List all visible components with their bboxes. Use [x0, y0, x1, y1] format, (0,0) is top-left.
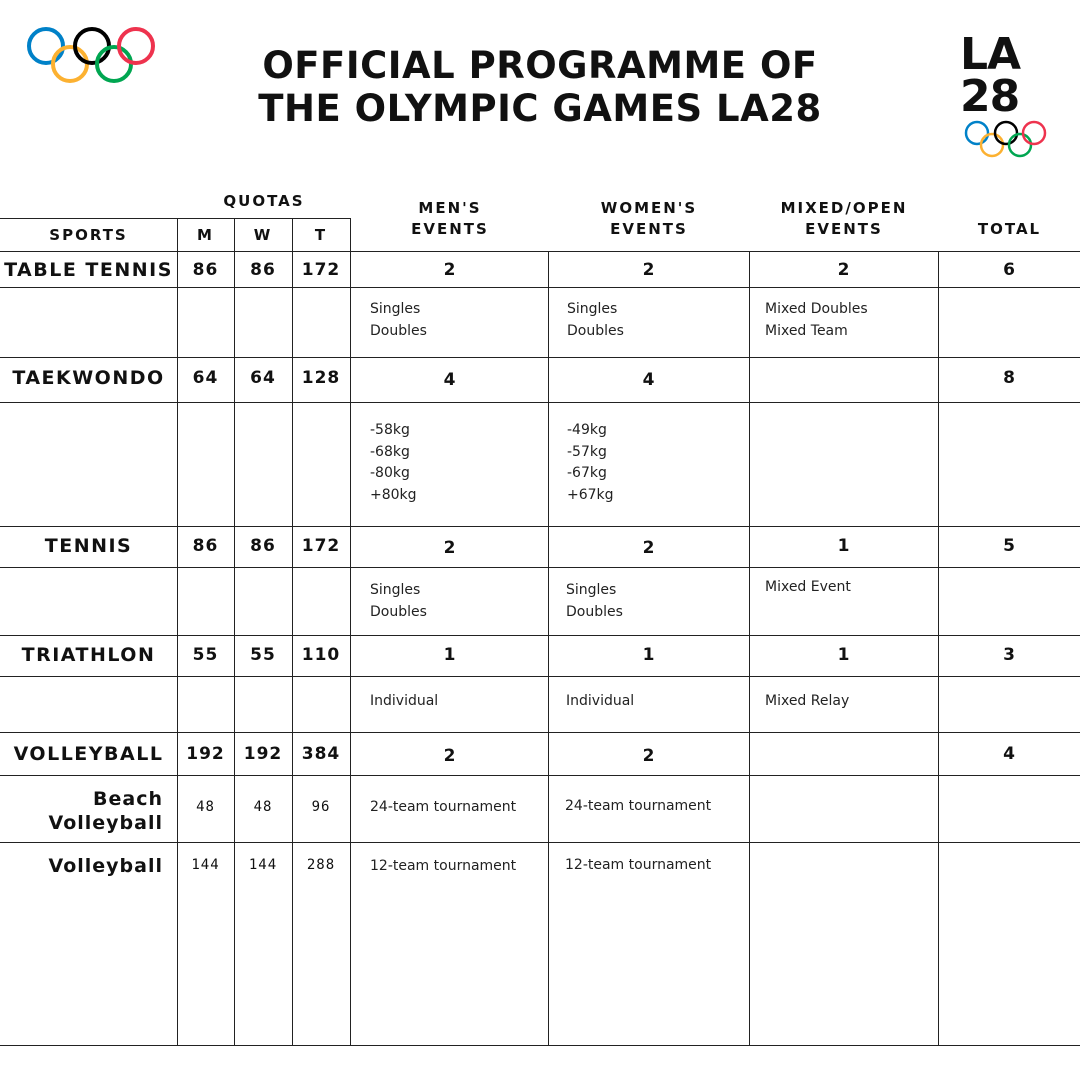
sport-volleyball: VOLLEYBALL [13, 743, 164, 765]
tennis-quota-m: 86 [192, 536, 219, 556]
list-item: Mixed Relay [765, 693, 850, 709]
volleyball-womens-count: 2 [642, 746, 656, 766]
triathlon-total: 3 [1003, 645, 1016, 665]
list-item: -67kg [567, 465, 607, 481]
volleyball-indoor-quota-t: 288 [306, 857, 336, 873]
womens-events-header: WOMEN'S EVENTS [600, 199, 698, 238]
tennis-mixed-count: 1 [837, 536, 851, 556]
list-item: Individual [370, 693, 439, 709]
taekwondo-quota-w: 64 [250, 368, 276, 388]
volleyball-total: 4 [1003, 744, 1016, 764]
taekwondo-mens-events [370, 420, 417, 506]
table-tennis-quota-w: 86 [250, 259, 276, 280]
list-item: Mixed Event [765, 579, 851, 595]
triathlon-quota-t: 110 [301, 645, 341, 665]
beach-volleyball-mens-event: 24-team tournament [370, 799, 517, 815]
sport-triathlon: TRIATHLON [21, 644, 156, 666]
discipline-beach-volleyball [0, 783, 177, 835]
tennis-womens-count: 2 [642, 538, 656, 558]
triathlon-womens-events [566, 691, 634, 713]
table-tennis-womens-count: 2 [642, 259, 656, 280]
volleyball-quota-m: 192 [186, 744, 225, 764]
beach-volleyball-quota-t: 96 [311, 799, 331, 815]
tennis-quota-t: 172 [301, 536, 341, 556]
taekwondo-womens-events [567, 420, 614, 506]
volleyball-quota-t: 384 [301, 744, 341, 764]
quota-t-header: T [314, 225, 328, 244]
list-item: +67kg [567, 486, 614, 503]
triathlon-mixed-count: 1 [837, 645, 851, 665]
list-item: -80kg [370, 465, 410, 481]
sport-taekwondo: TAEKWONDO [12, 367, 165, 389]
taekwondo-quota-t: 128 [301, 368, 341, 388]
list-item: -49kg [567, 422, 607, 438]
sports-header: SPORTS [49, 225, 128, 244]
tennis-womens-events [566, 580, 623, 623]
mixed-events-header: MIXED/OPEN EVENTS [780, 199, 908, 238]
triathlon-mens-count: 1 [443, 645, 457, 665]
table-tennis-quota-t: 172 [301, 259, 341, 280]
la28-logo-top: LA [960, 29, 1021, 80]
sport-tennis: TENNIS [44, 535, 133, 557]
quotas-header: QUOTAS [223, 191, 305, 210]
list-item: Singles [567, 301, 618, 317]
list-item: +80kg [370, 486, 417, 503]
beach-volleyball-line-2: Volleyball [48, 812, 163, 834]
table-tennis-mens-count: 2 [443, 259, 457, 280]
table-tennis-total: 6 [1003, 259, 1016, 280]
table-tennis-womens-events [567, 299, 624, 342]
beach-volleyball-quota-m: 48 [196, 799, 215, 815]
triathlon-quota-w: 55 [250, 645, 276, 665]
volleyball-quota-w: 192 [243, 744, 283, 764]
table-tennis-quota-m: 86 [192, 259, 219, 280]
table-tennis-mixed-count: 2 [837, 259, 851, 280]
beach-volleyball-quota-w: 48 [253, 799, 273, 815]
title-line-2: THE OLYMPIC GAMES LA28 [258, 87, 822, 130]
volleyball-indoor-quota-m: 144 [191, 857, 220, 873]
mens-events-header: MEN'S EVENTS [411, 199, 489, 238]
list-item: Singles [566, 582, 617, 598]
triathlon-mixed-events [765, 691, 849, 713]
taekwondo-quota-m: 64 [192, 368, 219, 388]
taekwondo-mens-count: 4 [443, 370, 457, 390]
volleyball-indoor-mens-event: 12-team tournament [370, 858, 517, 874]
quota-w-header: W [253, 225, 273, 244]
tennis-mens-events [370, 580, 427, 623]
volleyball-mens-count: 2 [443, 746, 457, 766]
list-item: Mixed Doubles [765, 301, 868, 317]
list-item: Doubles [370, 322, 427, 339]
total-header: TOTAL [977, 219, 1042, 238]
list-item: Individual [566, 693, 635, 709]
table-tennis-mens-events [370, 299, 427, 342]
triathlon-mens-events [370, 691, 438, 713]
sport-table-tennis: TABLE TENNIS [4, 258, 173, 281]
discipline-volleyball: Volleyball [48, 855, 163, 877]
list-item: -68kg [370, 443, 410, 460]
beach-volleyball-womens-event: 24-team tournament [565, 798, 712, 814]
list-item: Doubles [566, 603, 623, 620]
volleyball-indoor-womens-event: 12-team tournament [565, 857, 712, 873]
quota-m-header: M [197, 225, 214, 244]
taekwondo-total: 8 [1003, 368, 1016, 388]
triathlon-quota-m: 55 [192, 645, 219, 665]
la28-logo-bottom: 28 [960, 71, 1020, 122]
list-item: Doubles [567, 322, 624, 339]
list-item: -58kg [370, 422, 410, 438]
list-item: Doubles [370, 603, 427, 620]
tennis-quota-w: 86 [250, 536, 276, 556]
list-item: Mixed Team [765, 322, 848, 339]
tennis-mens-count: 2 [443, 538, 457, 558]
volleyball-indoor-quota-w: 144 [248, 857, 278, 873]
taekwondo-womens-count: 4 [642, 370, 656, 390]
list-item: -57kg [567, 443, 607, 460]
list-item: Singles [370, 582, 421, 598]
table-tennis-mixed-events [765, 299, 868, 342]
triathlon-womens-count: 1 [642, 645, 656, 665]
beach-volleyball-line-1: Beach [93, 788, 163, 810]
list-item: Singles [370, 301, 421, 317]
tennis-total: 5 [1003, 536, 1016, 556]
title-line-1: OFFICIAL PROGRAMME OF [262, 44, 818, 87]
tennis-mixed-events [765, 577, 851, 599]
